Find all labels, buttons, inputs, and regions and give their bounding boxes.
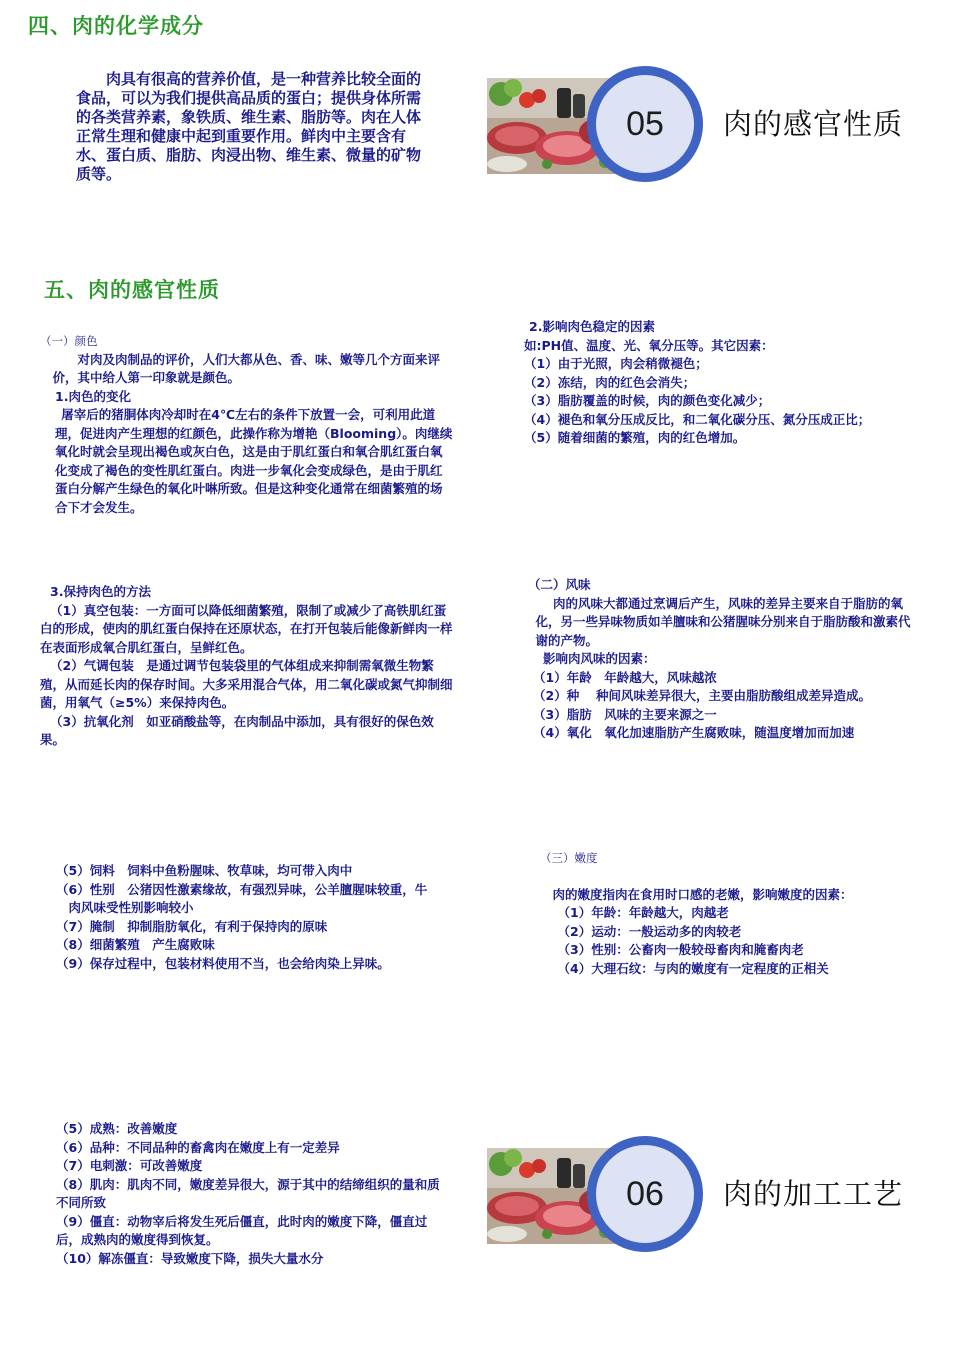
section-banner-05: [487, 66, 927, 184]
tenderness-item: （8）肌肉：肌肉不同，嫩度差异很大，源于其中的结缔组织的量和质不同所致: [56, 1176, 440, 1210]
section-banner-06: [487, 1136, 927, 1254]
flavor-item: （7）腌制 抑制脂肪氧化，有利于保持肉的原味: [56, 918, 328, 934]
flavor-block: [528, 576, 912, 743]
tenderness-intro: 肉的嫩度指肉在食用时口感的老嫩，影响嫩度的因素：: [552, 886, 853, 902]
tenderness-item: （10）解冻僵直：导致嫩度下降，损失大量水分: [56, 1250, 324, 1266]
keep-p2: （2）气调包装 是通过调节包装袋里的气体组成来抑制需氧微生物繁殖，从而延长肉的保存时间。大多采用混合气体，用二氧化碳或氮气抑制细菌，用氧气（≥5%）来保持肉色。: [40, 658, 453, 710]
stability-item: （3）脂肪覆盖的时候，肉的颜色变化减少；: [524, 393, 771, 408]
tenderness-item: （5）成熟：改善嫩度: [56, 1121, 178, 1136]
keep-title: 3.保持肉色的方法: [50, 584, 151, 599]
color-subheading: （一）颜色: [40, 334, 98, 348]
color-block: [40, 332, 454, 517]
flavor-item: （1）年龄 年龄越大，风味越浓: [533, 669, 717, 685]
section4-paragraph: [76, 70, 432, 184]
banner-title: 肉的感官性质: [723, 107, 904, 141]
stability-title: 2.影响肉色稳定的因素: [529, 319, 655, 334]
tenderness-item: （2）运动：一般运动多的肉较老: [557, 923, 742, 939]
tenderness-item: （9）僵直：动物宰后将发生死后僵直，此时肉的嫩度下降，僵直过后，成熟肉的嫩度得到恢复。: [56, 1213, 428, 1247]
color-intro: 对肉及肉制品的评价，人们大都从色、香、味、嫩等几个方面来评价，其中给人第一印象就是颜色。: [52, 351, 441, 385]
tenderness-subheading: （三）嫩度: [540, 851, 598, 865]
flavor-more-block: [56, 862, 436, 973]
flavor-item: （9）保存过程中，包装材料使用不当，也会给肉染上异味。: [56, 955, 390, 971]
flavor-factors-title: 影响肉风味的因素：: [543, 651, 656, 666]
tenderness-item: （4）大理石纹：与肉的嫩度有一定程度的正相关: [557, 960, 829, 976]
tenderness-more-block: [56, 1120, 440, 1268]
stability-item: （1）由于光照，肉会稍微褪色；: [524, 356, 708, 371]
keep-p1: （1）真空包装：一方面可以降低细菌繁殖，限制了或减少了高铁肌红蛋白的形成，使肉的肌红蛋白保持在还原状态，在打开包装后能像新鲜肉一样在表面形成氧合肌红蛋白，呈鲜红色。: [40, 602, 453, 655]
flavor-item: （6）性别 公猪因性激素缘故，有强烈异味，公羊膻腥味较重，牛肉风味受性别影响较小: [56, 881, 428, 915]
section4-heading: 四、肉的化学成分: [28, 14, 204, 38]
stability-intro: 如:PH值、温度、光、氧分压等。其它因素：: [524, 337, 774, 353]
flavor-subheading: （二）风味: [528, 577, 591, 592]
tenderness-item: （1）年龄：年龄越大，肉越老: [557, 905, 729, 920]
number-circle: [587, 1136, 703, 1252]
flavor-item: （4）氧化 氧化加速脂肪产生腐败味，随温度增加而加速: [533, 725, 855, 740]
tenderness-item: （6）品种：不同品种的畜禽肉在嫩度上有一定差异: [56, 1139, 340, 1155]
stability-item: （2）冻结，肉的红色会消失；: [524, 374, 696, 390]
color-change-text: 屠宰后的猪胴体肉冷却时在4℃左右的条件下放置一会，可利用此道理，促进肉产生理想的红颜色，此操作称为增艳（Blooming）。肉继续氧化时就会呈现出褐色或灰白色，这是由于肌红蛋白和氧合肌红蛋白氧化变成了褐色的变性肌红蛋白。肉进一步氧化会变成绿色，是由于肌红蛋白分解产生绿色的氧化叶啉所致。但是这种变化通常在细菌繁殖的场合下才会发生。: [55, 407, 453, 515]
tenderness-block: [540, 849, 900, 978]
flavor-p1: 肉的风味大都通过烹调后产生，风味的差异主要来自于脂肪的氧化，另一些异味物质如羊膻味和公猪腥味分别来自于脂肪酸和激素代谢的产物。: [535, 595, 911, 648]
number-circle: [587, 66, 703, 182]
section-number: 05: [596, 75, 694, 173]
tenderness-item: （7）电刺激：可改善嫩度: [56, 1158, 203, 1173]
stability-item: （4）褪色和氧分压成反比，和二氧化碳分压、氮分压成正比；: [524, 411, 871, 427]
tenderness-item: （3）性别：公畜肉一般较母畜肉和腌畜肉老: [557, 942, 804, 957]
flavor-item: （3）脂肪 风味的主要来源之一: [533, 706, 717, 722]
color-change-title: 1.肉色的变化: [55, 388, 131, 404]
flavor-item: （5）饲料 饲料中鱼粉腥味、牧草味，均可带入肉中: [56, 863, 353, 878]
keep-p3: （3）抗氧化剂 如亚硝酸盐等，在肉制品中添加，具有很好的保色效果。: [40, 713, 434, 747]
banner-title: 肉的加工工艺: [723, 1177, 904, 1211]
section5-heading: 五、肉的感官性质: [44, 278, 220, 302]
stability-block: [524, 318, 934, 448]
flavor-item: （8）细菌繁殖 产生腐败味: [56, 937, 215, 952]
flavor-item: （2）种 种间风味差异很大，主要由脂肪酸组成差异造成。: [533, 688, 872, 703]
stability-item: （5）随着细菌的繁殖，肉的红色增加。: [524, 430, 746, 445]
section4-text: 肉具有很高的营养价值，是一种营养比较全面的食品，可以为我们提供高品质的蛋白；提供身体所需的各类营养素，象铁质、维生素、脂肪等。肉在人体正常生理和健康中起到重要作用。鲜肉中主要含有水、蛋白质、脂肪、肉浸出物、维生素、微量的矿物质等。: [76, 70, 422, 183]
keep-color-block: [40, 583, 456, 750]
section-number: 06: [596, 1145, 694, 1243]
